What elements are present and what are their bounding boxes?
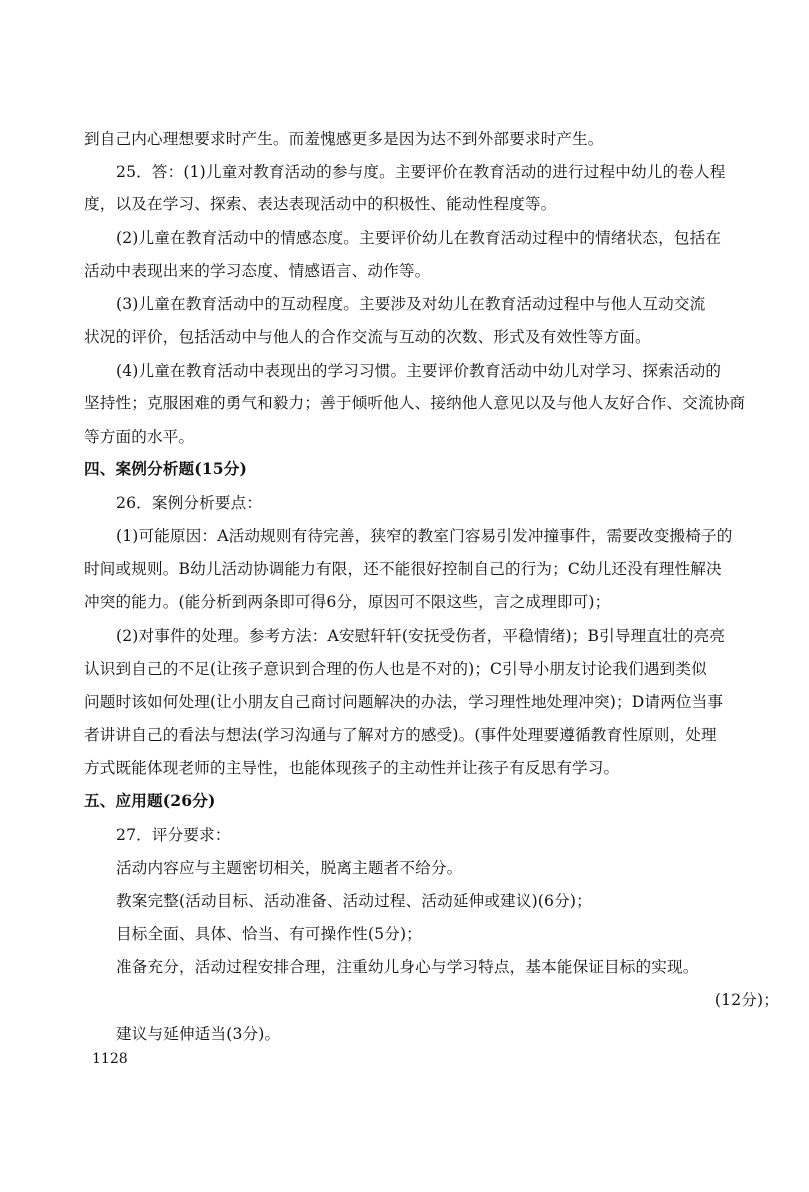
answer-26-point-2-line-4: 者讲讲自己的看法与想法(学习沟通与了解对方的感受)。(事件处理要遵循教育性原则，处理 bbox=[84, 726, 717, 744]
grading-item-4: 准备充分，活动过程安排合理，注重幼儿身心与学习特点，基本能保证目标的实现。 bbox=[116, 958, 699, 976]
text-line-1: 到自己内心理想要求时产生。而羞愧感更多是因为达不到外部要求时产生。 bbox=[84, 130, 604, 148]
answer-25-point-3-line-1: (3)儿童在教育活动中的互动程度。主要涉及对幼儿在教育活动过程中与他人互动交流 bbox=[116, 295, 706, 313]
answer-26-point-2-line-2: 认识到自己的不足(让孩子意识到合理的伤人也是不对的)；C引导小朋友讨论我们遇到类似 bbox=[84, 660, 707, 678]
answer-26-point-2-line-5: 方式既能体现老师的主导性，也能体现孩子的主动性并让孩子有反思有学习。 bbox=[84, 759, 620, 777]
grading-item-3: 目标全面、具体、恰当、有可操作性(5分)； bbox=[116, 925, 422, 943]
answer-25-line-2: 度，以及在学习、探索、表达表现活动中的积极性、能动性程度等。 bbox=[84, 195, 557, 213]
answer-25-point-3-line-2: 状况的评价，包括活动中与他人的合作交流与互动的次数、形式及有效性等方面。 bbox=[84, 328, 651, 346]
grading-item-1: 活动内容应与主题密切相关，脱离主题者不给分。 bbox=[116, 859, 463, 877]
answer-26-point-1-line-3: 冲突的能力。(能分析到两条即可得6分，原因可不限这些，言之成理即可)； bbox=[84, 593, 611, 611]
grading-item-2: 教案完整(活动目标、活动准备、活动过程、活动延伸或建议)(6分)； bbox=[116, 892, 592, 910]
answer-25-point-4-line-3: 等方面的水平。 bbox=[84, 428, 195, 446]
page-number: 1128 bbox=[92, 1051, 128, 1067]
answer-26-point-1-line-1: (1)可能原因：A活动规则有待完善，狭窄的教室门容易引发冲撞事件，需要改变搬椅子的 bbox=[116, 527, 733, 545]
answer-26-point-1-line-2: 时间或规则。B幼儿活动协调能力有限，还不能很好控制自己的行为；C幼儿还没有理性解决 bbox=[84, 560, 722, 578]
answer-25-point-2-line-1: (2)儿童在教育活动中的情感态度。主要评价幼儿在教育活动过程中的情绪状态，包括在 bbox=[116, 229, 722, 247]
answer-25-point-2-line-2: 活动中表现出来的学习态度、情感语言、动作等。 bbox=[84, 262, 431, 280]
question-26-title: 26．案例分析要点： bbox=[116, 494, 263, 512]
question-27-title: 27．评分要求： bbox=[116, 826, 231, 844]
section-5-heading: 五、应用题(26分) bbox=[84, 791, 216, 810]
answer-26-point-2-line-1: (2)对事件的处理。参考方法：A安慰轩轩(安抚受伤者，平稳情绪)；B引导理直壮的亮亮 bbox=[116, 627, 726, 645]
answer-26-point-2-line-3: 问题时该如何处理(让小朋友自己商讨问题解决的办法，学习理性地处理冲突)；D请两位当事 bbox=[84, 693, 724, 711]
section-4-heading: 四、案例分析题(15分) bbox=[84, 459, 248, 478]
answer-25-point-4-line-1: (4)儿童在教育活动中表现出的学习习惯。主要评价教育活动中幼儿对学习、探索活动的 bbox=[116, 362, 722, 380]
grading-item-4-score: (12分)； bbox=[714, 991, 779, 1009]
grading-item-5: 建议与延伸适当(3分)。 bbox=[116, 1025, 281, 1043]
answer-25-point-4-line-2: 坚持性；克服困难的勇气和毅力；善于倾听他人、接纳他人意见以及与他人友好合作、交流协商 bbox=[84, 394, 746, 412]
answer-25-line-1: 25．答：(1)儿童对教育活动的参与度。主要评价在教育活动的进行过程中幼儿的卷人程 bbox=[116, 163, 726, 181]
